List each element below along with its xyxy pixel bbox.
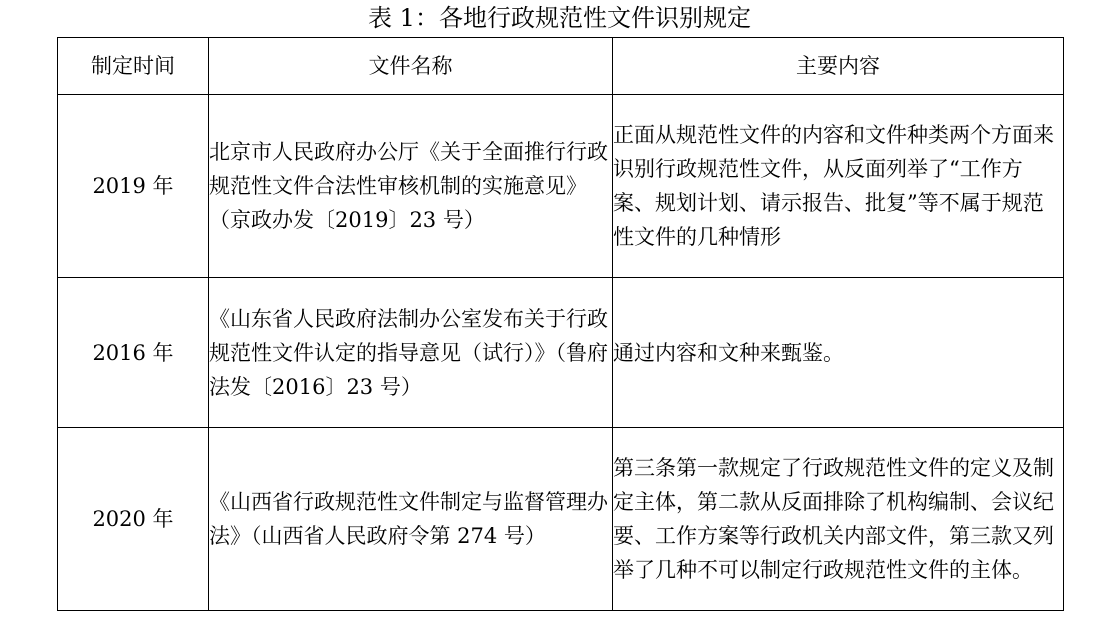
regulation-table: [57, 37, 1064, 611]
cell-document-name: 《山东省人民政府法制办公室发布关于行政规范性文件认定的指导意见（试行）》（鲁府法发〔2016〕23 号）: [209, 278, 613, 428]
table-row: [58, 278, 1064, 428]
cell-document-name: 《山西省行政规范性文件制定与监督管理办法》（山西省人民政府令第 274 号）: [209, 428, 613, 611]
header-row: [58, 38, 1064, 95]
cell-document-name: 北京市人民政府办公厅《关于全面推行行政规范性文件合法性审核机制的实施意见》（京政办发〔2019〕23 号）: [209, 95, 613, 278]
cell-year: 2020 年: [58, 428, 209, 611]
cell-main-content: 正面从规范性文件的内容和文件种类两个方面来识别行政规范性文件，从反面列举了“工作方案、规划计划、请示报告、批复”等不属于规范性文件的几种情形: [613, 95, 1064, 278]
cell-year: 2019 年: [58, 95, 209, 278]
header-document-name: 文件名称: [209, 38, 613, 95]
table-caption: 表 1：各地行政规范性文件识别规定: [368, 4, 751, 32]
table-row: [58, 428, 1064, 611]
cell-main-content: 第三条第一款规定了行政规范性文件的定义及制定主体，第二款从反面排除了机构编制、会议纪要、工作方案等行政机关内部文件，第三款又列举了几种不可以制定行政规范性文件的主体。: [613, 428, 1064, 611]
cell-year: 2016 年: [58, 278, 209, 428]
cell-main-content: 通过内容和文种来甄鉴。: [613, 278, 1064, 428]
header-main-content: 主要内容: [613, 38, 1064, 95]
table-row: [58, 95, 1064, 278]
header-date: 制定时间: [58, 38, 209, 95]
